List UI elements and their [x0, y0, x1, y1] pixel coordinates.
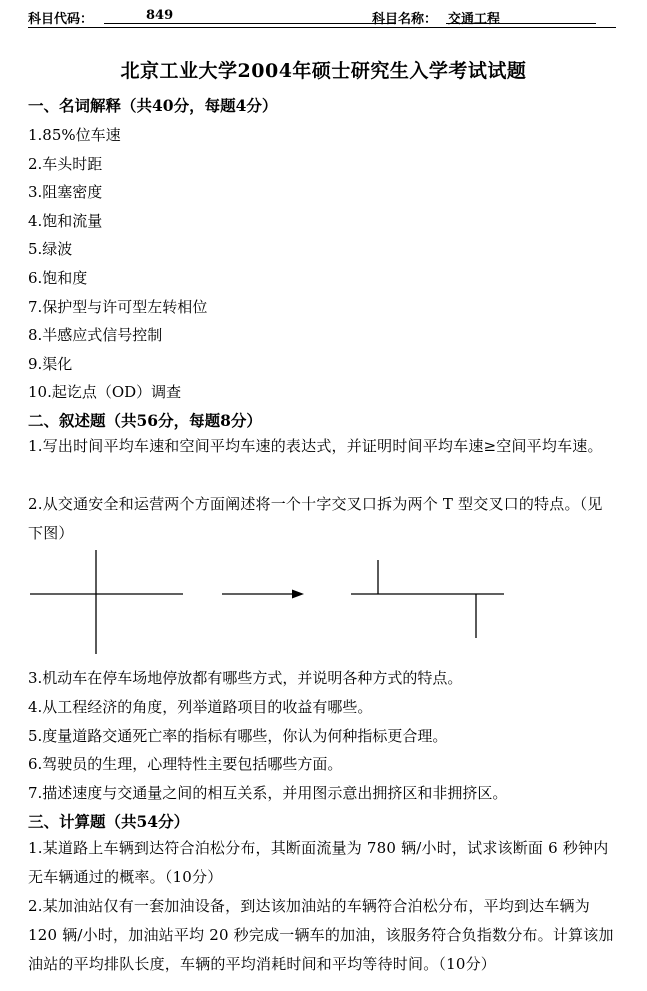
exam-title: 北京工业大学2004年硕士研究生入学考试试题	[120, 60, 527, 82]
section-heading: 一、名词解释（共40分，每题4分）	[28, 96, 278, 115]
list-item: 3.机动车在停车场地停放都有哪些方式，并说明各种方式的特点。	[28, 669, 463, 687]
header-rule	[28, 27, 616, 28]
intersection-diagram	[0, 548, 647, 658]
arrow-head-icon	[292, 590, 304, 599]
list-item: 2.从交通安全和运营两个方面阐述将一个十字交叉口拆为两个 T 型交叉口的特点。（见下图）	[28, 495, 603, 542]
list-item: 6.饱和度	[28, 269, 88, 287]
list-item: 2.某加油站仅有一套加油设备，到达该加油站的车辆符合泊松分布，平均到达车辆为 120 辆/小时，加油站平均 20 秒完成一辆车的加油，该服务符合负指数分布。计算该加油站的平均排队长度，车辆的平均消耗时间和平均等待时间。（10分）	[28, 897, 614, 973]
list-item: 8.半感应式信号控制	[28, 326, 163, 344]
list-item: 4.饱和流量	[28, 212, 103, 230]
list-item: 9.渠化	[28, 355, 73, 373]
subject-name-label: 科目名称：	[372, 12, 438, 27]
list-item: 7.描述速度与交通量之间的相互关系，并用图示意出拥挤区和非拥挤区。	[28, 784, 508, 802]
list-item: 6.驾驶员的生理，心理特性主要包括哪些方面。	[28, 755, 343, 773]
list-item: 5.度量道路交通死亡率的指标有哪些，你认为何种指标更合理。	[28, 727, 448, 745]
list-item: 1.85%位车速	[28, 126, 121, 144]
subject-code-label: 科目代码：	[28, 12, 94, 27]
section-heading: 三、计算题（共54分）	[28, 812, 190, 831]
subject-code-underline	[104, 23, 396, 24]
list-item: 5.绿波	[28, 240, 73, 258]
list-item: 10.起讫点（OD）调查	[28, 383, 182, 401]
list-item: 4.从工程经济的角度，列举道路项目的收益有哪些。	[28, 698, 373, 716]
list-item: 1.某道路上车辆到达符合泊松分布，其断面流量为 780 辆/小时，试求该断面 6 秒钟内无车辆通过的概率。（10分）	[28, 839, 609, 886]
section-heading: 二、叙述题（共56分，每题8分）	[28, 411, 262, 430]
list-item: 2.车头时距	[28, 155, 103, 173]
exam-header	[28, 6, 616, 26]
list-item: 3.阻塞密度	[28, 183, 103, 201]
subject-name-underline	[446, 23, 596, 24]
subject-name-value: 交通工程	[448, 12, 501, 27]
list-item: 1.写出时间平均车速和空间平均车速的表达式，并证明时间平均车速≥空间平均车速。	[28, 437, 603, 455]
subject-code-value: 849	[146, 8, 174, 23]
list-item: 7.保护型与许可型左转相位	[28, 298, 208, 316]
